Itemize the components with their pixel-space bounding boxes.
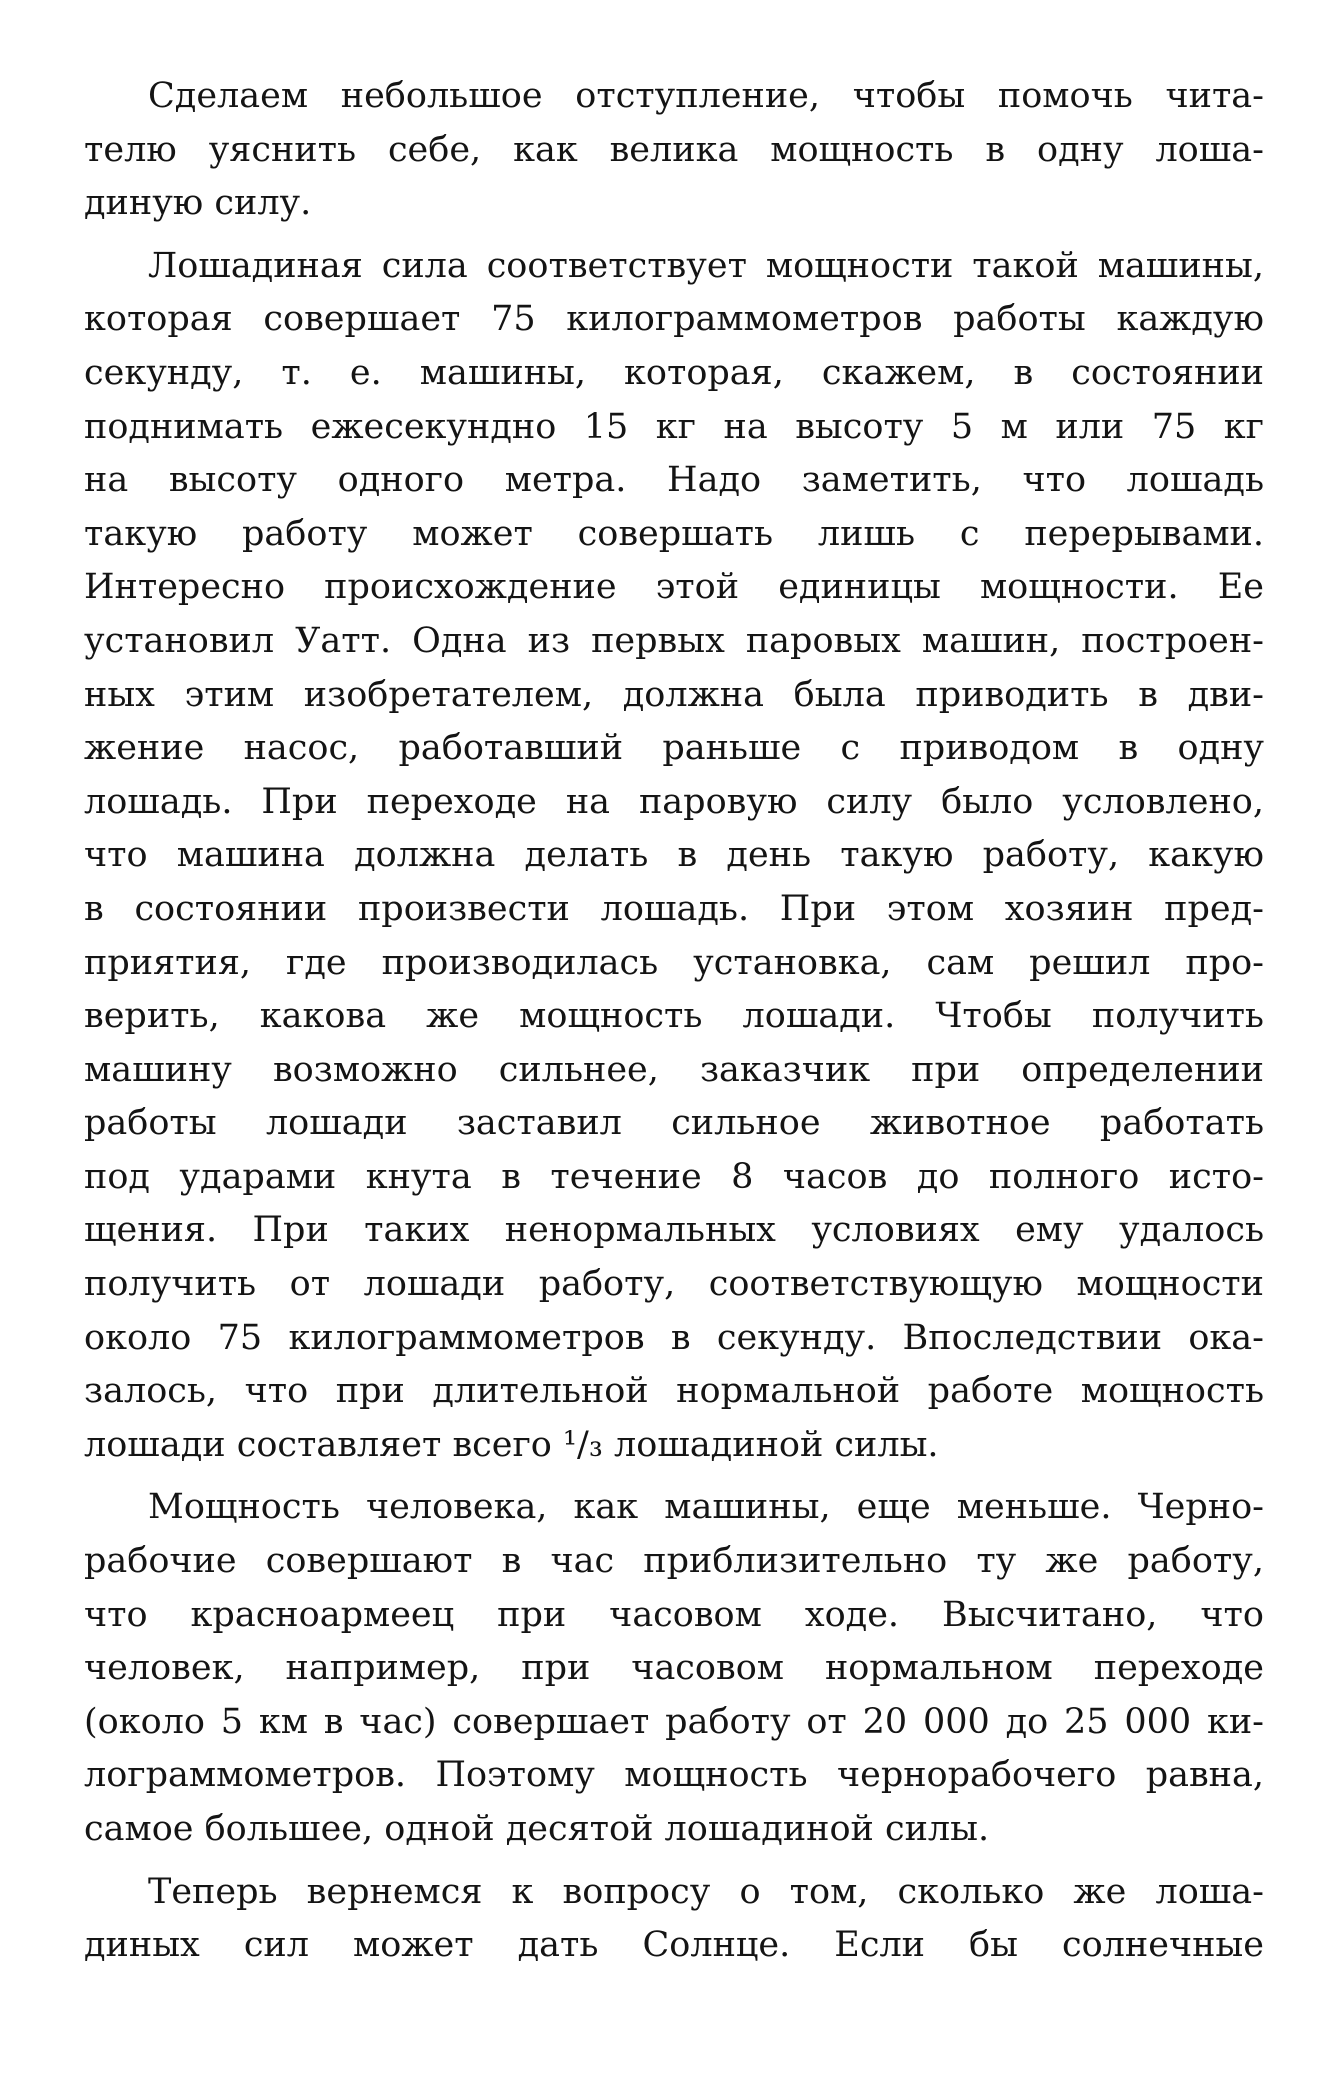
text-line: около 75 килограммометров в секунду. Впоследствии ока- [84,1317,1264,1358]
text-line: жение насос, работавший раньше с приводом в одну [84,728,1264,769]
text-line: на высоту одного метра. Надо заметить, что лошадь [84,460,1264,501]
text-line: диную силу. [84,183,312,224]
text-line: телю уяснить себе, как велика мощность в одну лоша- [84,129,1264,170]
text-line: Сделаем небольшое отступление, чтобы помочь чита- [148,76,1264,116]
document-page [84,70,1264,1973]
text-line: под ударами кнута в течение 8 часов до полного исто- [84,1156,1264,1197]
text-line: Теперь вернемся к вопросу о том, сколько же лоша- [148,1871,1264,1912]
text-line: ных этим изобретателем, должна была приводить в дви- [84,674,1264,715]
paragraph-2 [84,240,1264,1473]
text-line: приятия, где производилась установка, сам решил про- [84,942,1264,983]
text-line: работы лошади заставил сильное животное работать [84,1103,1264,1144]
text-line: Мощность человека, как машины, еще меньше. Черно- [148,1487,1264,1528]
text-line: рабочие совершают в час приблизительно ту же работу, [84,1541,1264,1582]
text-line: что машина должна делать в день такую работу, какую [84,835,1264,876]
text-line: залось, что при длительной нормальной работе мощность [84,1371,1264,1412]
text-line: щения. При таких ненормальных условиях ему удалось [84,1210,1264,1251]
text-line: такую работу может совершать лишь с перерывами. [84,513,1264,554]
paragraph-3 [84,1481,1264,1856]
text-line: (около 5 км в час) совершает работу от 20 000 до 25 000 ки- [84,1701,1264,1742]
text-line: в состоянии произвести лошадь. При этом хозяин пред- [84,888,1264,929]
text-line: секунду, т. е. машины, которая, скажем, в состоянии [84,352,1264,393]
paragraph-1 [84,70,1264,231]
text-line: которая совершает 75 килограммометров работы каждую [84,299,1264,340]
text-line: самое большее, одной десятой лошадиной силы. [84,1809,990,1849]
text-line: верить, какова же мощность лошади. Чтобы получить [84,996,1264,1037]
text-line: машину возможно сильнее, заказчик при определении [84,1049,1264,1090]
text-line: получить от лошади работу, соответствующую мощности [84,1264,1264,1305]
text-line: человек, например, при часовом нормальном переходе [84,1648,1264,1689]
text-line: что красноармеец при часовом ходе. Высчитано, что [84,1594,1264,1635]
text-line: диных сил может дать Солнце. Если бы солнечные [84,1925,1264,1966]
text-line: лограммометров. Поэтому мощность чернорабочего равна, [84,1755,1264,1796]
text-line: лошадь. При переходе на паровую силу было условлено, [84,781,1264,822]
text-line: лошади составляет всего ¹/₃ лошадиной силы. [84,1424,939,1465]
paragraph-4 [84,1866,1264,1973]
text-line: Лошадиная сила соответствует мощности такой машины, [148,245,1264,286]
text-line: поднимать ежесекундно 15 кг на высоту 5 м или 75 кг [84,406,1264,447]
text-line: Интересно происхождение этой единицы мощности. Ее [84,567,1264,608]
text-line: установил Уатт. Одна из первых паровых машин, построен- [84,620,1264,661]
